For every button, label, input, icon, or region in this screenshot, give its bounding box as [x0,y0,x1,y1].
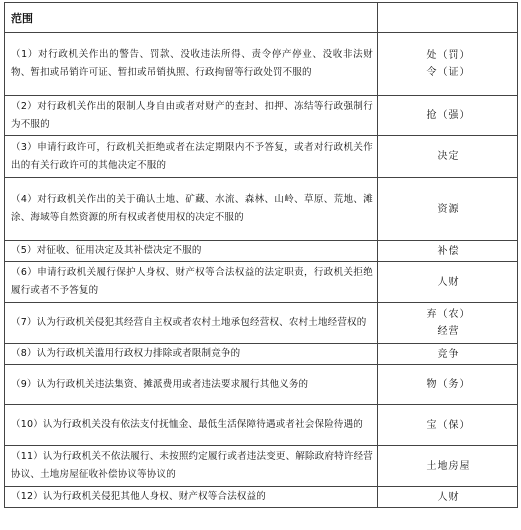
table-row [5,33,518,96]
row-description: （12）认为行政机关侵犯其他人身权、财产权等合法权益的 [5,487,378,508]
table-row [5,262,518,303]
row-category [378,178,518,241]
category-line: 弃（农） [426,309,471,320]
row-description: （11）认为行政机关不依法履行、未按照约定履行或者违法变更、解除政府特许经营协议、土地房屋征收补偿协议等协议的 [5,446,378,487]
row-category [378,96,518,136]
row-category [378,303,518,344]
row-category [378,365,518,405]
row-description: （5）对征收、征用决定及其补偿决定不服的 [5,241,378,262]
header-empty-cell [378,3,518,33]
category-line: 人财 [437,491,460,503]
category-line: 人财 [437,276,460,288]
table-header-row [5,3,518,33]
category-line: 竞争 [437,348,460,360]
category-line: 补偿 [437,245,460,257]
row-description: （1）对行政机关作出的警告、罚款、没收违法所得、责令停产停业、没收非法财物、暂扣或吊销许可证、暂扣或吊销执照、行政拘留等行政处罚不服的 [5,33,378,96]
row-description: （4）对行政机关作出的关于确认土地、矿藏、水流、森林、山岭、草原、荒地、滩涂、海域等自然资源的所有权或者使用权的决定不服的 [5,178,378,241]
table-row [5,96,518,136]
category-line: 令（证） [426,67,471,78]
category-line: 土地房屋 [426,460,471,472]
table-row [5,241,518,262]
row-category [378,446,518,487]
category-line: 抢（强） [426,110,471,121]
table-row [5,446,518,487]
row-category [378,136,518,178]
row-category [378,241,518,262]
table-row [5,365,518,405]
category-line: 宝（保） [426,419,471,431]
row-description: （10）认为行政机关没有依法支付抚恤金、最低生活保障待遇或者社会保险待遇的 [5,405,378,446]
row-category [378,33,518,96]
administrative-litigation-scope-table [4,2,518,508]
row-category [378,262,518,303]
row-category [378,405,518,446]
category-line: 资源 [437,203,460,215]
row-category [378,344,518,365]
category-line: 经营 [437,326,460,337]
row-description: （8）认为行政机关滥用行政权力排除或者限制竞争的 [5,344,378,365]
category-line: 物（务） [426,379,471,390]
row-description: （9）认为行政机关违法集资、摊派费用或者违法要求履行其他义务的 [5,365,378,405]
table-row [5,136,518,178]
row-description: （6）申请行政机关履行保护人身权、财产权等合法权益的法定职责，行政机关拒绝履行或者不予答复的 [5,262,378,303]
row-category [378,487,518,508]
category-line: 决定 [437,151,460,162]
category-line: 处（罚） [426,50,471,61]
row-description: （7）认为行政机关侵犯其经营自主权或者农村土地承包经营权、农村土地经营权的 [5,303,378,344]
row-description: （3）申请行政许可，行政机关拒绝或者在法定期限内不予答复，或者对行政机关作出的有关行政许可的其他决定不服的 [5,136,378,178]
table-row [5,405,518,446]
table-row [5,178,518,241]
row-description: （2）对行政机关作出的限制人身自由或者对财产的查封、扣押、冻结等行政强制行为不服的 [5,96,378,136]
table-row [5,303,518,344]
table-row [5,487,518,508]
header-scope-label: 范围 [5,3,378,33]
table-row [5,344,518,365]
